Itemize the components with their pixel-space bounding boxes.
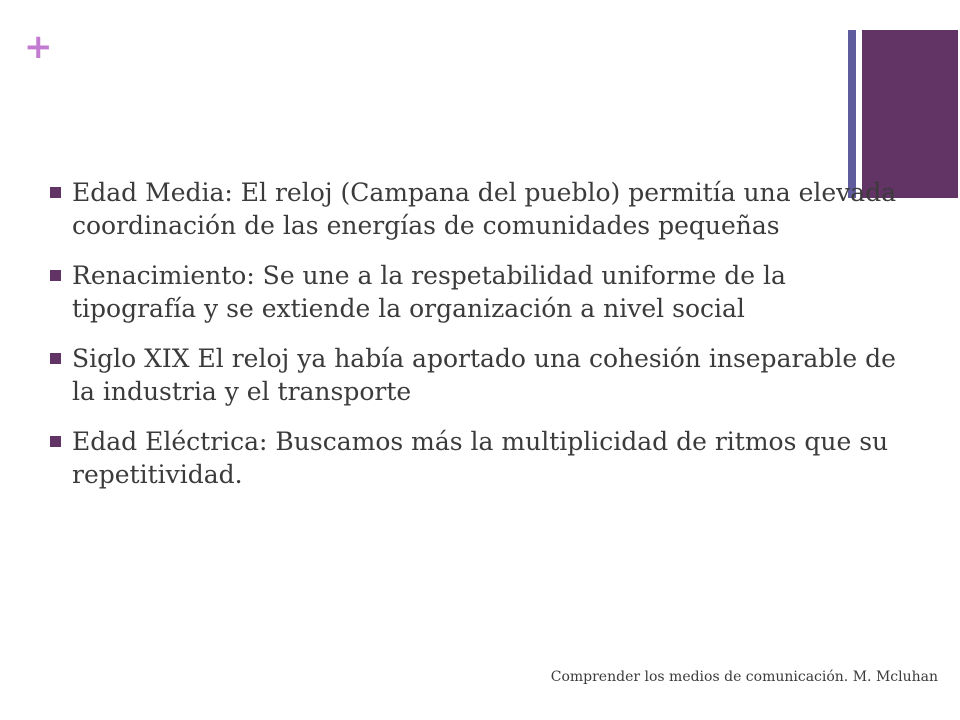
citation: Comprender los medios de comunicación. M. Mcluhan <box>550 669 938 685</box>
plus-icon: + <box>24 27 53 67</box>
bullet-item-renacimiento <box>48 259 906 325</box>
bullet-item-siglo-xix <box>48 342 906 408</box>
bullet-list <box>48 176 906 508</box>
square-bullet-icon <box>50 270 61 281</box>
bullet-item-edad-electrica <box>48 425 906 491</box>
bullet-text: Edad Media: El reloj (Campana del pueblo) permitía una elevada coordinación de las energías de comunidades pequeñas <box>72 178 897 240</box>
bullet-text: Edad Eléctrica: Buscamos más la multiplicidad de ritmos que su repetitividad. <box>72 427 889 489</box>
square-bullet-icon <box>50 187 61 198</box>
bullet-text: Renacimiento: Se une a la respetabilidad uniforme de la tipografía y se extiende la organización a nivel social <box>72 261 786 323</box>
decorative-bar-thick <box>862 30 958 198</box>
bullet-item-edad-media <box>48 176 906 242</box>
decorative-bar-thin <box>848 30 856 198</box>
square-bullet-icon <box>50 436 61 447</box>
square-bullet-icon <box>50 353 61 364</box>
bullet-text: Siglo XIX El reloj ya había aportado una cohesión inseparable de la industria y el transporte <box>72 344 896 406</box>
